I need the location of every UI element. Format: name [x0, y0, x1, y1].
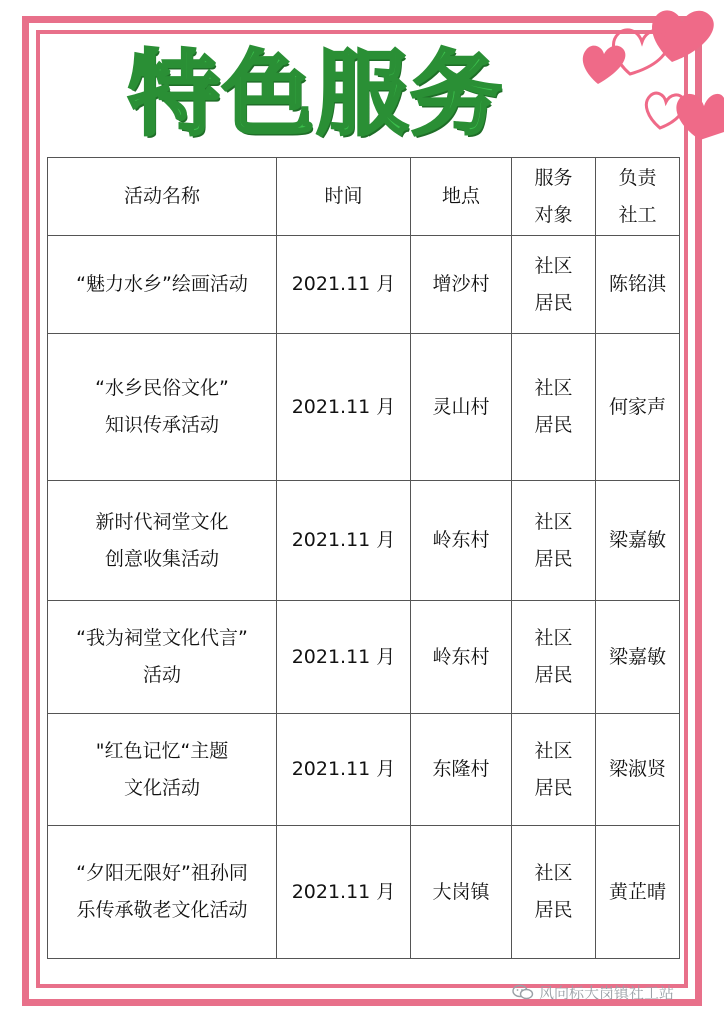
- cell-time: 2021.11 月: [277, 334, 411, 481]
- cell-location: 岭东村: [411, 481, 512, 601]
- table-row: [48, 481, 680, 601]
- header-location: 地点: [411, 158, 512, 236]
- watermark: [512, 980, 674, 1004]
- watermark-text: 风向标大岗镇社工站: [539, 983, 675, 1002]
- cell-target: 社区 居民: [512, 236, 596, 334]
- heart-icon: [583, 46, 626, 84]
- wechat-icon: [512, 984, 534, 1000]
- cell-worker: 梁嘉敏: [596, 601, 680, 714]
- heart-icon: [652, 10, 714, 62]
- page-title: 特色服务: [128, 41, 505, 148]
- header-time: 时间: [277, 158, 411, 236]
- cell-name: “我为祠堂文化代言” 活动: [48, 601, 277, 714]
- cell-time: 2021.11 月: [277, 826, 411, 959]
- cell-target: 社区 居民: [512, 601, 596, 714]
- hearts-decoration: [560, 0, 724, 150]
- cell-time: 2021.11 月: [277, 481, 411, 601]
- cell-target: 社区 居民: [512, 826, 596, 959]
- table-header-row: [48, 158, 680, 236]
- cell-name: "红色记忆“主题 文化活动: [48, 714, 277, 826]
- table-row: [48, 601, 680, 714]
- table-row: [48, 826, 680, 959]
- header-worker: 负责 社工: [596, 158, 680, 236]
- table-row: [48, 334, 680, 481]
- cell-worker: 黄芷晴: [596, 826, 680, 959]
- cell-time: 2021.11 月: [277, 236, 411, 334]
- cell-target: 社区 居民: [512, 334, 596, 481]
- cell-time: 2021.11 月: [277, 601, 411, 714]
- cell-name: 新时代祠堂文化 创意收集活动: [48, 481, 277, 601]
- header-target: 服务 对象: [512, 158, 596, 236]
- cell-worker: 梁淑贤: [596, 714, 680, 826]
- cell-location: 东隆村: [411, 714, 512, 826]
- table-row: [48, 714, 680, 826]
- cell-location: 增沙村: [411, 236, 512, 334]
- cell-worker: 梁嘉敏: [596, 481, 680, 601]
- cell-location: 岭东村: [411, 601, 512, 714]
- cell-time: 2021.11 月: [277, 714, 411, 826]
- cell-name: “水乡民俗文化” 知识传承活动: [48, 334, 277, 481]
- cell-name: “魅力水乡”绘画活动: [48, 236, 277, 334]
- table-row: [48, 236, 680, 334]
- cell-target: 社区 居民: [512, 481, 596, 601]
- header-name: 活动名称: [48, 158, 277, 236]
- cell-worker: 陈铭淇: [596, 236, 680, 334]
- cell-worker: 何家声: [596, 334, 680, 481]
- cell-location: 灵山村: [411, 334, 512, 481]
- cell-target: 社区 居民: [512, 714, 596, 826]
- service-table: [47, 157, 680, 959]
- cell-location: 大岗镇: [411, 826, 512, 959]
- cell-name: “夕阳无限好”祖孙同 乐传承敬老文化活动: [48, 826, 277, 959]
